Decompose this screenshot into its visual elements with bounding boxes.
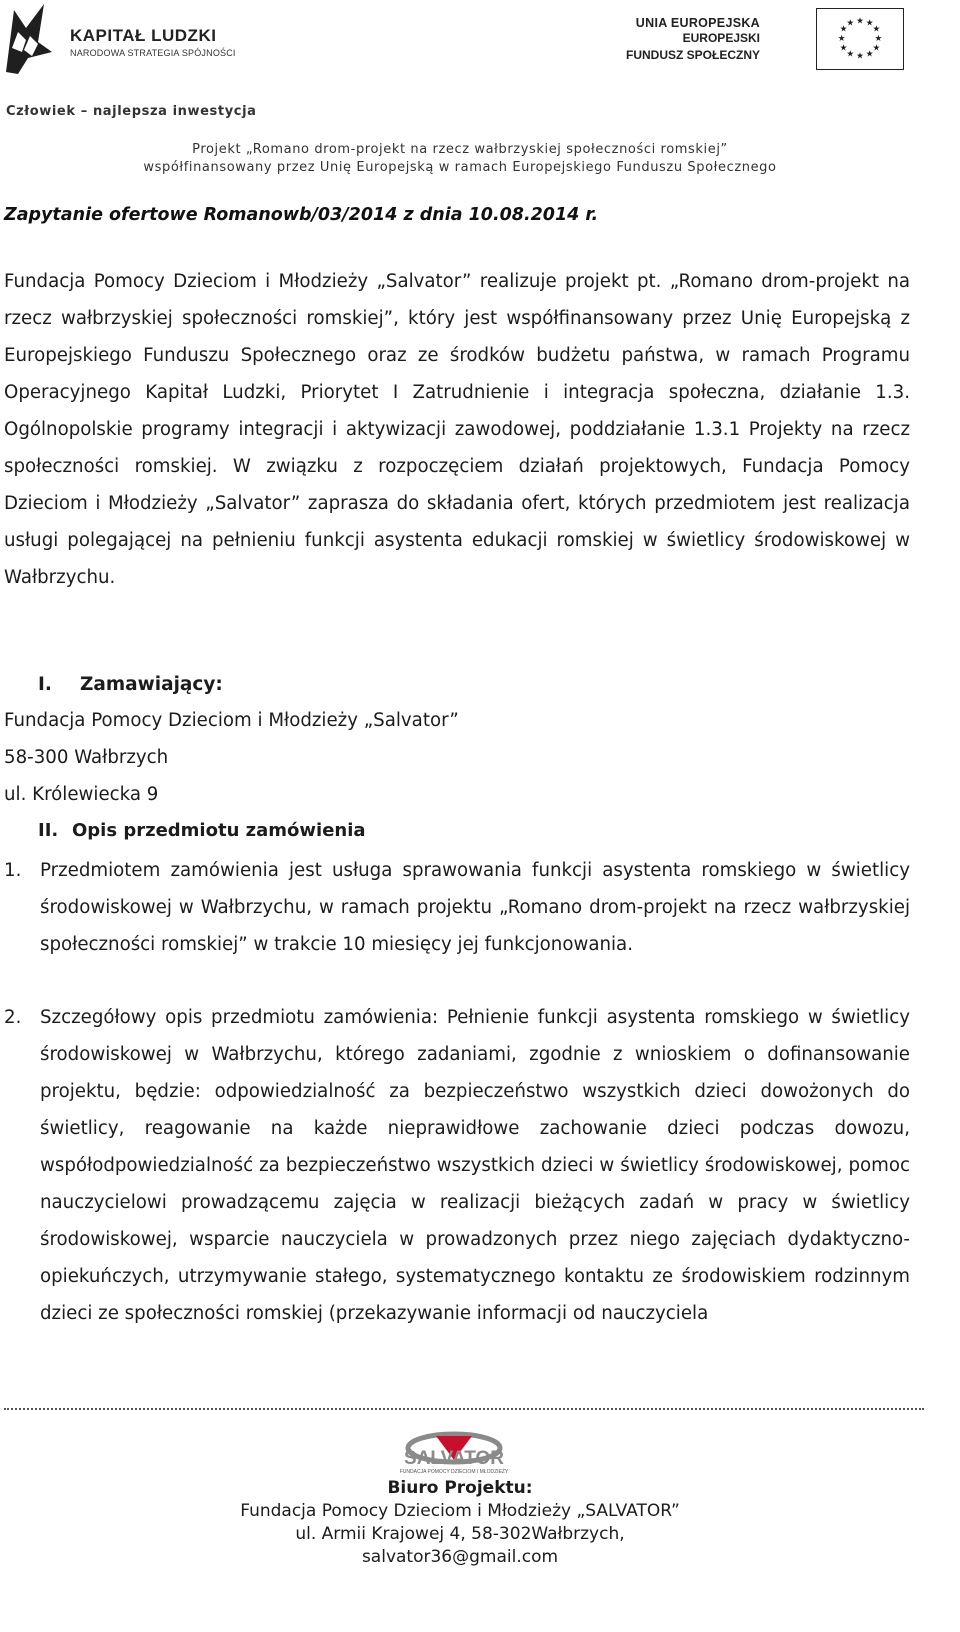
project-line-2: współfinansowany przez Unię Europejską w ramach Europejskiego Funduszu Społecznego [143, 160, 777, 175]
project-line-1: Projekt „Romano drom-projekt na rzecz wałbrzyskiej społeczności romskiej” [192, 142, 728, 157]
address-line-2: 58-300 Wałbrzych [4, 747, 169, 768]
kapital-ludzki-title: KAPITAŁ LUDZKI [70, 26, 217, 45]
section-1-heading [38, 674, 223, 695]
svg-text:★: ★ [872, 43, 881, 54]
salvator-logo-subtext: FUNDACJA POMOCY DZIECIOM I MŁODZIEŻY [399, 1469, 509, 1475]
salvator-logo [374, 1430, 534, 1476]
svg-text:★: ★ [839, 24, 848, 35]
svg-text:★: ★ [865, 49, 874, 60]
address-line-3: ul. Królewiecka 9 [4, 784, 159, 805]
motto: Człowiek – najlepsza inwestycja [6, 104, 257, 119]
list-item [4, 852, 910, 963]
svg-text:★: ★ [846, 49, 855, 60]
footer-email[interactable]: salvator36@gmail.com [361, 1547, 559, 1567]
intro-paragraph: Fundacja Pomocy Dzieciom i Młodzieży „Salvator” realizuje projekt pt. „Romano drom-projekt na rzecz wałbrzyskiej społeczności romskiej”, który jest współfinansowany przez Unię Europejską z Europejskiego Funduszu Społecznego oraz ze środków budżetu państwa, w ramach Programu Operacyjnego Kapitał Ludzki, Priorytet I Zatrudnienie i integracja społeczna, działanie 1.3. Ogólnopolskie programy integracji i aktywizacji zawodowej, poddziałanie 1.3.1 Projekty na rzecz społeczności romskiej. W związku z rozpoczęciem działań projektowych, Fundacja Pomocy Dzieciom i Młodzieży „Salvator” zaprasza do składania ofert, których przedmiotem jest realizacja usługi polegającej na pełnieniu funkcji asystenta edukacji romskiej w świetlicy środowiskowej w Wałbrzychu. [4, 271, 910, 588]
svg-text:★: ★ [846, 18, 855, 29]
eu-flag-icon [816, 8, 904, 70]
svg-text:★: ★ [837, 33, 846, 44]
list-item-text: Szczegółowy opis przedmiotu zamówienia: Pełnienie funkcji asystenta romskiego w świetlicy środowiskowej w Wałbrzychu, którego zadaniami, zgodnie z wnioskiem o dofinansowanie projektu, będzie: odpowiedzialność za bezpieczeństwo wszystkich dzieci dowożonych do świetlicy, reagowanie na każde nieprawidłowe zachowanie dzieci podczas dowozu, współodpowiedzialność za bezpieczeństwo wszystkich dzieci w świetlicy środowiskowej, pomoc nauczycielowi prowadzącemu zajęcia w realizacji bieżących zadań w pracy w świetlicy środowiskowej, wsparcie nauczyciela w prowadzonych przez niego zajęciach dydaktyczno- opiekuńczych, utrzymywanie stałego, systematycznego kontaktu ze środowiskiem rodzinnym dzieci ze społeczności romskiej (przekazywanie informacji od nauczyciela [40, 1007, 910, 1324]
section-1-number: I. [38, 674, 52, 695]
salvator-logo-text: SALVATOR [404, 1448, 504, 1469]
eu-logo-text [626, 16, 760, 64]
address-line-1: Fundacja Pomocy Dzieciom i Młodzieży „Salvator” [4, 710, 459, 731]
svg-text:★: ★ [865, 18, 874, 29]
kapital-ludzki-subtitle: NARODOWA STRATEGIA SPÓJNOŚCI [70, 48, 236, 58]
svg-text:★: ★ [839, 43, 848, 54]
svg-text:★: ★ [874, 33, 883, 44]
kapital-ludzki-logo [4, 2, 254, 76]
svg-text:★: ★ [856, 16, 864, 27]
eu-logo-line3: FUNDUSZ SPOŁECZNY [625, 48, 760, 62]
svg-text:★: ★ [856, 51, 864, 62]
kapital-ludzki-emblem-icon [4, 2, 54, 76]
svg-text:★: ★ [872, 24, 881, 35]
list-item-text: Przedmiotem zamówienia jest usługa sprawowania funkcji asystenta romskiego w świetlicy środowiskowej w Wałbrzychu, w ramach projektu „Romano drom-projekt na rzecz wałbrzyskiej społeczności romskiej” w trakcie 10 miesięcy jej funkcjonowania. [40, 860, 910, 955]
eu-logo-line2: EUROPEJSKI [682, 31, 760, 45]
footer-office-label: Biuro Projektu: [387, 1478, 533, 1498]
footer-address: ul. Armii Krajowej 4, 58-302Wałbrzych, [295, 1524, 625, 1544]
section-2-title: Opis przedmiotu zamówienia [72, 820, 366, 841]
footer-separator [4, 1408, 924, 1410]
list-item [4, 999, 910, 1332]
list-item-number: 1. [4, 860, 22, 881]
section-1-title: Zamawiający: [80, 674, 223, 695]
eu-logo-line1: UNIA EUROPEJSKA [635, 16, 760, 30]
section-2-heading [38, 820, 366, 841]
document-title: Zapytanie ofertowe Romanowb/03/2014 z dnia 10.08.2014 r. [4, 205, 599, 225]
list-item-number: 2. [4, 1007, 22, 1028]
footer-organization: Fundacja Pomocy Dzieciom i Młodzieży „SALVATOR” [240, 1501, 680, 1521]
section-2-number: II. [38, 820, 59, 841]
